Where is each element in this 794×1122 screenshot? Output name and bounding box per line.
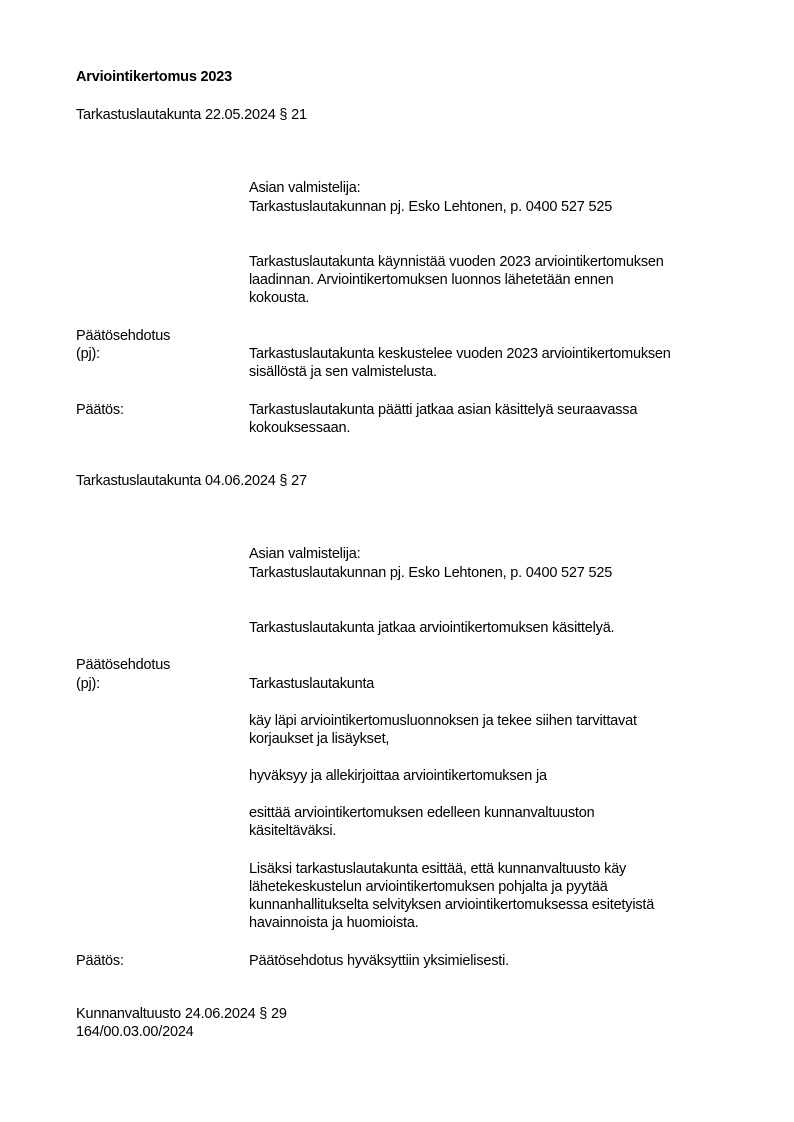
preparer-2: Tarkastuslautakunnan pj. Esko Lehtonen, p. 0400 527 525 <box>249 565 613 581</box>
decision-text-1 <box>249 401 637 437</box>
decision-text-2: Päätösehdotus hyväksyttiin yksimielisesti. <box>249 953 509 969</box>
text-line: Tarkastuslautakunta keskustelee vuoden 2023 arviointikertomuksen <box>249 346 671 362</box>
decision-label-2: Päätös: <box>76 953 124 969</box>
additional-text <box>249 860 654 932</box>
text-line: laadinnan. Arviointikertomuksen luonnos lähetetään ennen <box>249 272 614 288</box>
text-line: kokouksessaan. <box>249 420 351 436</box>
text-line: Tarkastuslautakunta käynnistää vuoden 2023 arviointikertomuksen <box>249 254 664 270</box>
preparer-label-2: Asian valmistelija: <box>249 546 361 562</box>
preparer-label-1: Asian valmistelija: <box>249 180 361 196</box>
proposal-item-1 <box>249 712 637 748</box>
text-line: kunnanhallitukselta selvityksen arviointikertomuksessa esitetyistä <box>249 897 655 913</box>
text-line: lähetekeskustelun arviointikertomuksen pohjalta ja pyytää <box>249 879 608 895</box>
decision-label-1: Päätös: <box>76 402 124 418</box>
text-line: esittää arviointikertomuksen edelleen kunnanvaltuuston <box>249 805 595 821</box>
text-line: käy läpi arviointikertomusluonnoksen ja tekee siihen tarvittavat <box>249 713 637 729</box>
proposal-label-2b: (pj): <box>76 676 100 692</box>
intro-text-2: Tarkastuslautakunta jatkaa arviointikertomuksen käsittelyä. <box>249 620 615 636</box>
proposal-item-3 <box>249 804 594 840</box>
meeting-heading-3: Kunnanvaltuusto 24.06.2024 § 29 <box>76 1006 287 1022</box>
text-line: korjaukset ja lisäykset, <box>249 731 390 747</box>
text-line: Tarkastuslautakunta päätti jatkaa asian käsittelyä seuraavassa <box>249 402 638 418</box>
reference-number: 164/00.03.00/2024 <box>76 1024 194 1040</box>
text-line: käsiteltäväksi. <box>249 823 337 839</box>
proposal-label-1b: (pj): <box>76 346 100 362</box>
proposal-item-2: hyväksyy ja allekirjoittaa arviointikertomuksen ja <box>249 768 547 784</box>
text-line: kokousta. <box>249 290 310 306</box>
preparer-1: Tarkastuslautakunnan pj. Esko Lehtonen, p. 0400 527 525 <box>249 199 613 215</box>
proposal-label-1: Päätösehdotus <box>76 328 171 344</box>
proposal-subject-2: Tarkastuslautakunta <box>249 676 375 692</box>
text-line: havainnoista ja huomioista. <box>249 915 419 931</box>
document-title: Arviointikertomus 2023 <box>76 69 232 85</box>
proposal-text-1 <box>249 345 671 381</box>
meeting-heading-1: Tarkastuslautakunta 22.05.2024 § 21 <box>76 107 307 123</box>
intro-text-1 <box>249 253 664 307</box>
proposal-label-2: Päätösehdotus <box>76 657 171 673</box>
text-line: Lisäksi tarkastuslautakunta esittää, että kunnanvaltuusto käy <box>249 861 627 877</box>
text-line: sisällöstä ja sen valmistelusta. <box>249 364 437 380</box>
meeting-heading-2: Tarkastuslautakunta 04.06.2024 § 27 <box>76 473 307 489</box>
